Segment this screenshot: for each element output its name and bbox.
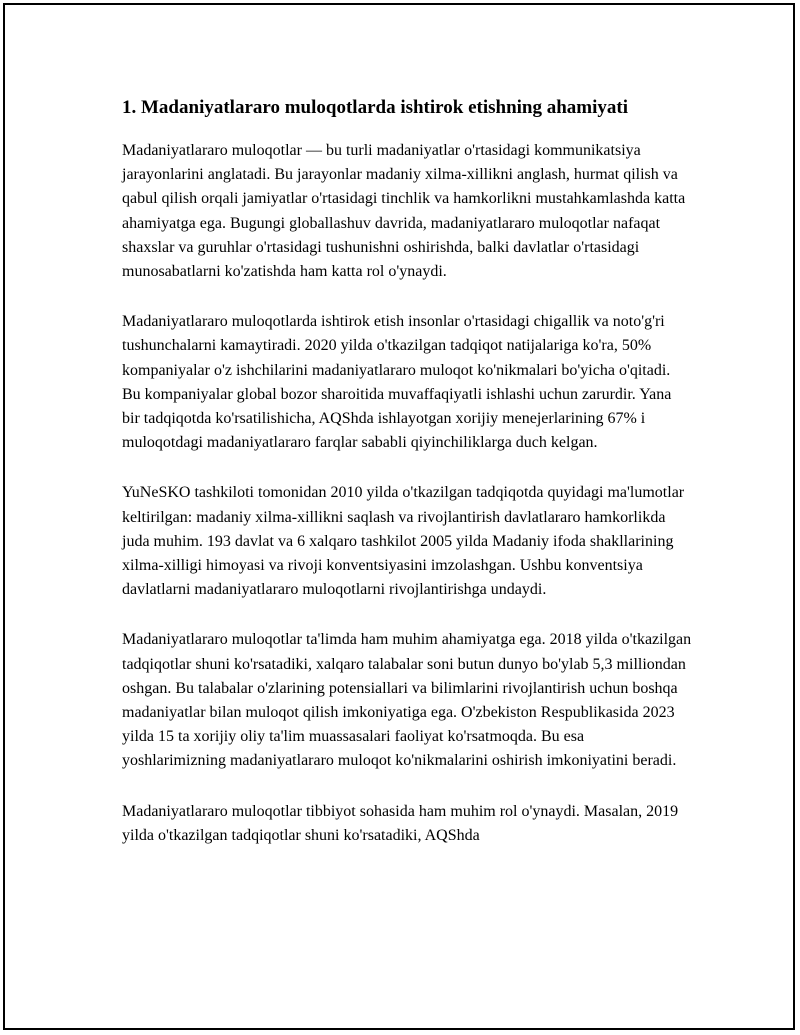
paragraph-medicine: Madaniyatlararo muloqotlar tibbiyot sohasida ham muhim rol o'ynaydi. Masalan, 2019 yilda o'tkazilgan tadqiqotlar shuni ko'rsatadiki, AQShda [122,802,679,844]
document-body [122,95,692,848]
paragraph-intro: Madaniyatlararo muloqotlar — bu turli madaniyatlar o'rtasidagi kommunikatsiya jarayonlarini anglatadi. Bu jarayonlar madaniy xilma-xillikni anglash, hurmat qilish va qabul qilish orqali jamiyatlar o'rtasidagi tinchlik va hamkorlikni mustahkamlashda katta ahamiyatga ega. Bugungi globallashuv davrida, madaniyatlararo muloqotlar nafaqat shaxslar va guruhlar o'rtasidagi tushunishni oshirishda, balki davlatlar o'rtasidagi munosabatlarni ko'zatishda ham katta rol o'ynaydi. [122,142,686,281]
section-heading: 1. Madaniyatlararo muloqotlarda ishtirok etishning ahamiyati [122,97,629,118]
paragraph-education: Madaniyatlararo muloqotlar ta'limda ham muhim ahamiyatga ega. 2018 yilda o'tkazilgan tadqiqotlar shuni ko'rsatadiki, xalqaro talabalar soni butun dunyo bo'ylab 5,3 milliondan oshgan. Bu talabalar o'zlarining potensiallari va bilimlarini rivojlantirish uchun boshqa madaniyatlar bilan muloqot qilish imkoniyatiga ega. O'zbekiston Respublikasida 2023 yilda 15 ta xorijiy oliy ta'lim muassasalari faoliyat ko'rsatmoqda. Bu esa yoshlarimizning madaniyatlararo muloqot ko'nikmalarini oshirish imkoniyatini beradi. [122,631,692,770]
paragraph-unesco: YuNeSKO tashkiloti tomonidan 2010 yilda o'tkazilgan tadqiqotda quyidagi ma'lumotlar keltirilgan: madaniy xilma-xillikni saqlash va rivojlantirish davlatlararo hamkorlikda juda muhim. 193 davlat va 6 xalqaro tashkilot 2005 yilda Madaniy ifoda shakllarining xilma-xilligi himoyasi va rivoji konventsiyasini imzolashgan. Ushbu konventsiya davlatlarni madaniyatlararo muloqotlarni rivojlantirishga undaydi. [122,484,685,599]
paragraph-participation: Madaniyatlararo muloqotlarda ishtirok etish insonlar o'rtasidagi chigallik va noto'g'ri tushunchalarni kamaytiradi. 2020 yilda o'tkazilgan tadqiqot natijalariga ko'ra, 50% kompaniyalar o'z ishchilarini madaniyatlararo muloqot ko'nikmalari bo'yicha o'qitadi. Bu kompaniyalar global bozor sharoitida muvaffaqiyatli ishlashi uchun zarurdir. Yana bir tadqiqotda ko'rsatilishicha, AQShda ishlayotgan xorijiy menejerlarining 67% i muloqotdagi madaniyatlararo farqlar sababli qiyinchiliklarga duch kelgan. [122,313,672,452]
document-page [3,3,795,1030]
